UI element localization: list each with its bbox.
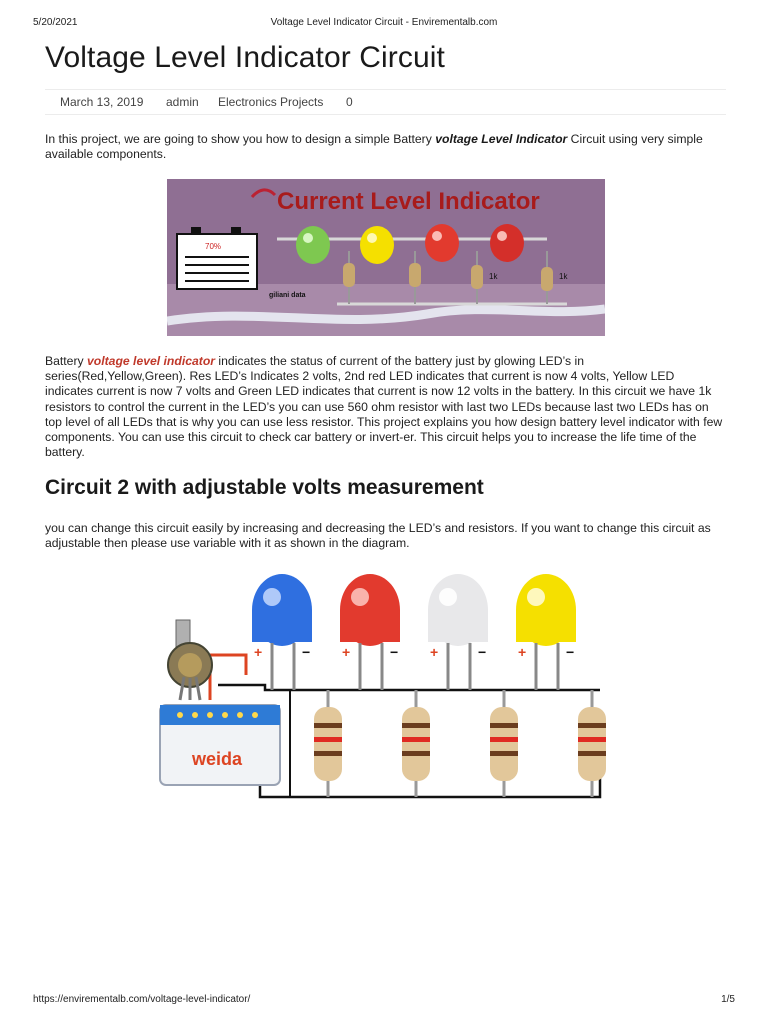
section2-paragraph: you can change this circuit easily by increasing and decreasing the LED’s and resistors. If you want to change this circuit as adjustable then please use variable with it as shown in the diagram. (45, 521, 711, 551)
section-heading-circuit-2: Circuit 2 with adjustable volts measurement (45, 476, 484, 499)
plus-sign-1: + (254, 644, 263, 660)
print-page-title: Voltage Level Indicator Circuit - Envirementalb.com (270, 17, 498, 28)
adjustable-circuit-diagram (150, 565, 620, 805)
post-comment-count[interactable]: 0 (346, 95, 353, 109)
battery-percent-label: 70% (205, 242, 222, 251)
post-date: March 13, 2019 (60, 95, 144, 109)
minus-sign-1: − (302, 644, 311, 660)
led-green (296, 226, 330, 264)
post-author-link[interactable]: admin (166, 95, 199, 109)
print-url: https://envirementalb.com/voltage-level-indicator/ (33, 994, 251, 1005)
minus-sign-3: − (478, 644, 487, 660)
plus-sign-4: + (518, 644, 527, 660)
resistor-label-1: 1k (489, 272, 498, 281)
intro-paragraph (45, 132, 725, 162)
page-number: 1/5 (721, 994, 735, 1005)
voltage-level-indicator-link[interactable]: voltage level indicator (87, 354, 216, 368)
plus-sign-3: + (430, 644, 439, 660)
intro-text-after: Circuit using very simple available components. (45, 132, 703, 162)
minus-sign-4: − (566, 644, 575, 660)
minus-sign-2: − (390, 644, 399, 660)
post-category-link[interactable]: Electronics Projects (218, 95, 324, 109)
led-red-2 (490, 224, 524, 262)
led-red-1 (425, 224, 459, 262)
resistor-label-2: 1k (559, 272, 568, 281)
print-footer (33, 994, 735, 1008)
article-title: Voltage Level Indicator Circuit (45, 41, 445, 74)
battery (160, 705, 280, 785)
figure1-watermark: giliani data (269, 292, 306, 299)
print-header (33, 17, 735, 31)
figure1-caption: Current Level Indicator (277, 188, 540, 215)
description-paragraph (45, 354, 725, 460)
battery-brand-label: weida (192, 749, 243, 769)
post-meta-bar (45, 89, 726, 115)
para2-text-before: Battery (45, 354, 87, 368)
plus-sign-2: + (342, 644, 351, 660)
led-yellow (360, 226, 394, 264)
current-level-indicator-photo (167, 179, 605, 336)
print-date: 5/20/2021 (33, 17, 78, 28)
intro-link-voltage-level-indicator[interactable]: voltage Level Indicator (435, 132, 568, 146)
para2-text-after: indicates the status of current of the battery just by glowing LED’s in series(Red,Yellow,Green). Res LED’s Indicates 2 volts, 2nd red LED indicates that current is now 4 volts, Yellow LED indicates current is now 7 volts and Green LED indicates that current is now 12 volts in the battery. In this circuit we have 1k resistors to control the current in the LED’s you can use 560 ohm resistor with last two LEDs because last two LEDs has on top level of all LEDs that is why you can use less resistor. This project explains you how design battery level indicator with few components. You can use this circuit to check car battery or invert-er. This circuit helps you to increase the life time of the battery. (45, 354, 723, 460)
intro-text-before: In this project, we are going to show you how to design a simple Battery (45, 132, 436, 146)
